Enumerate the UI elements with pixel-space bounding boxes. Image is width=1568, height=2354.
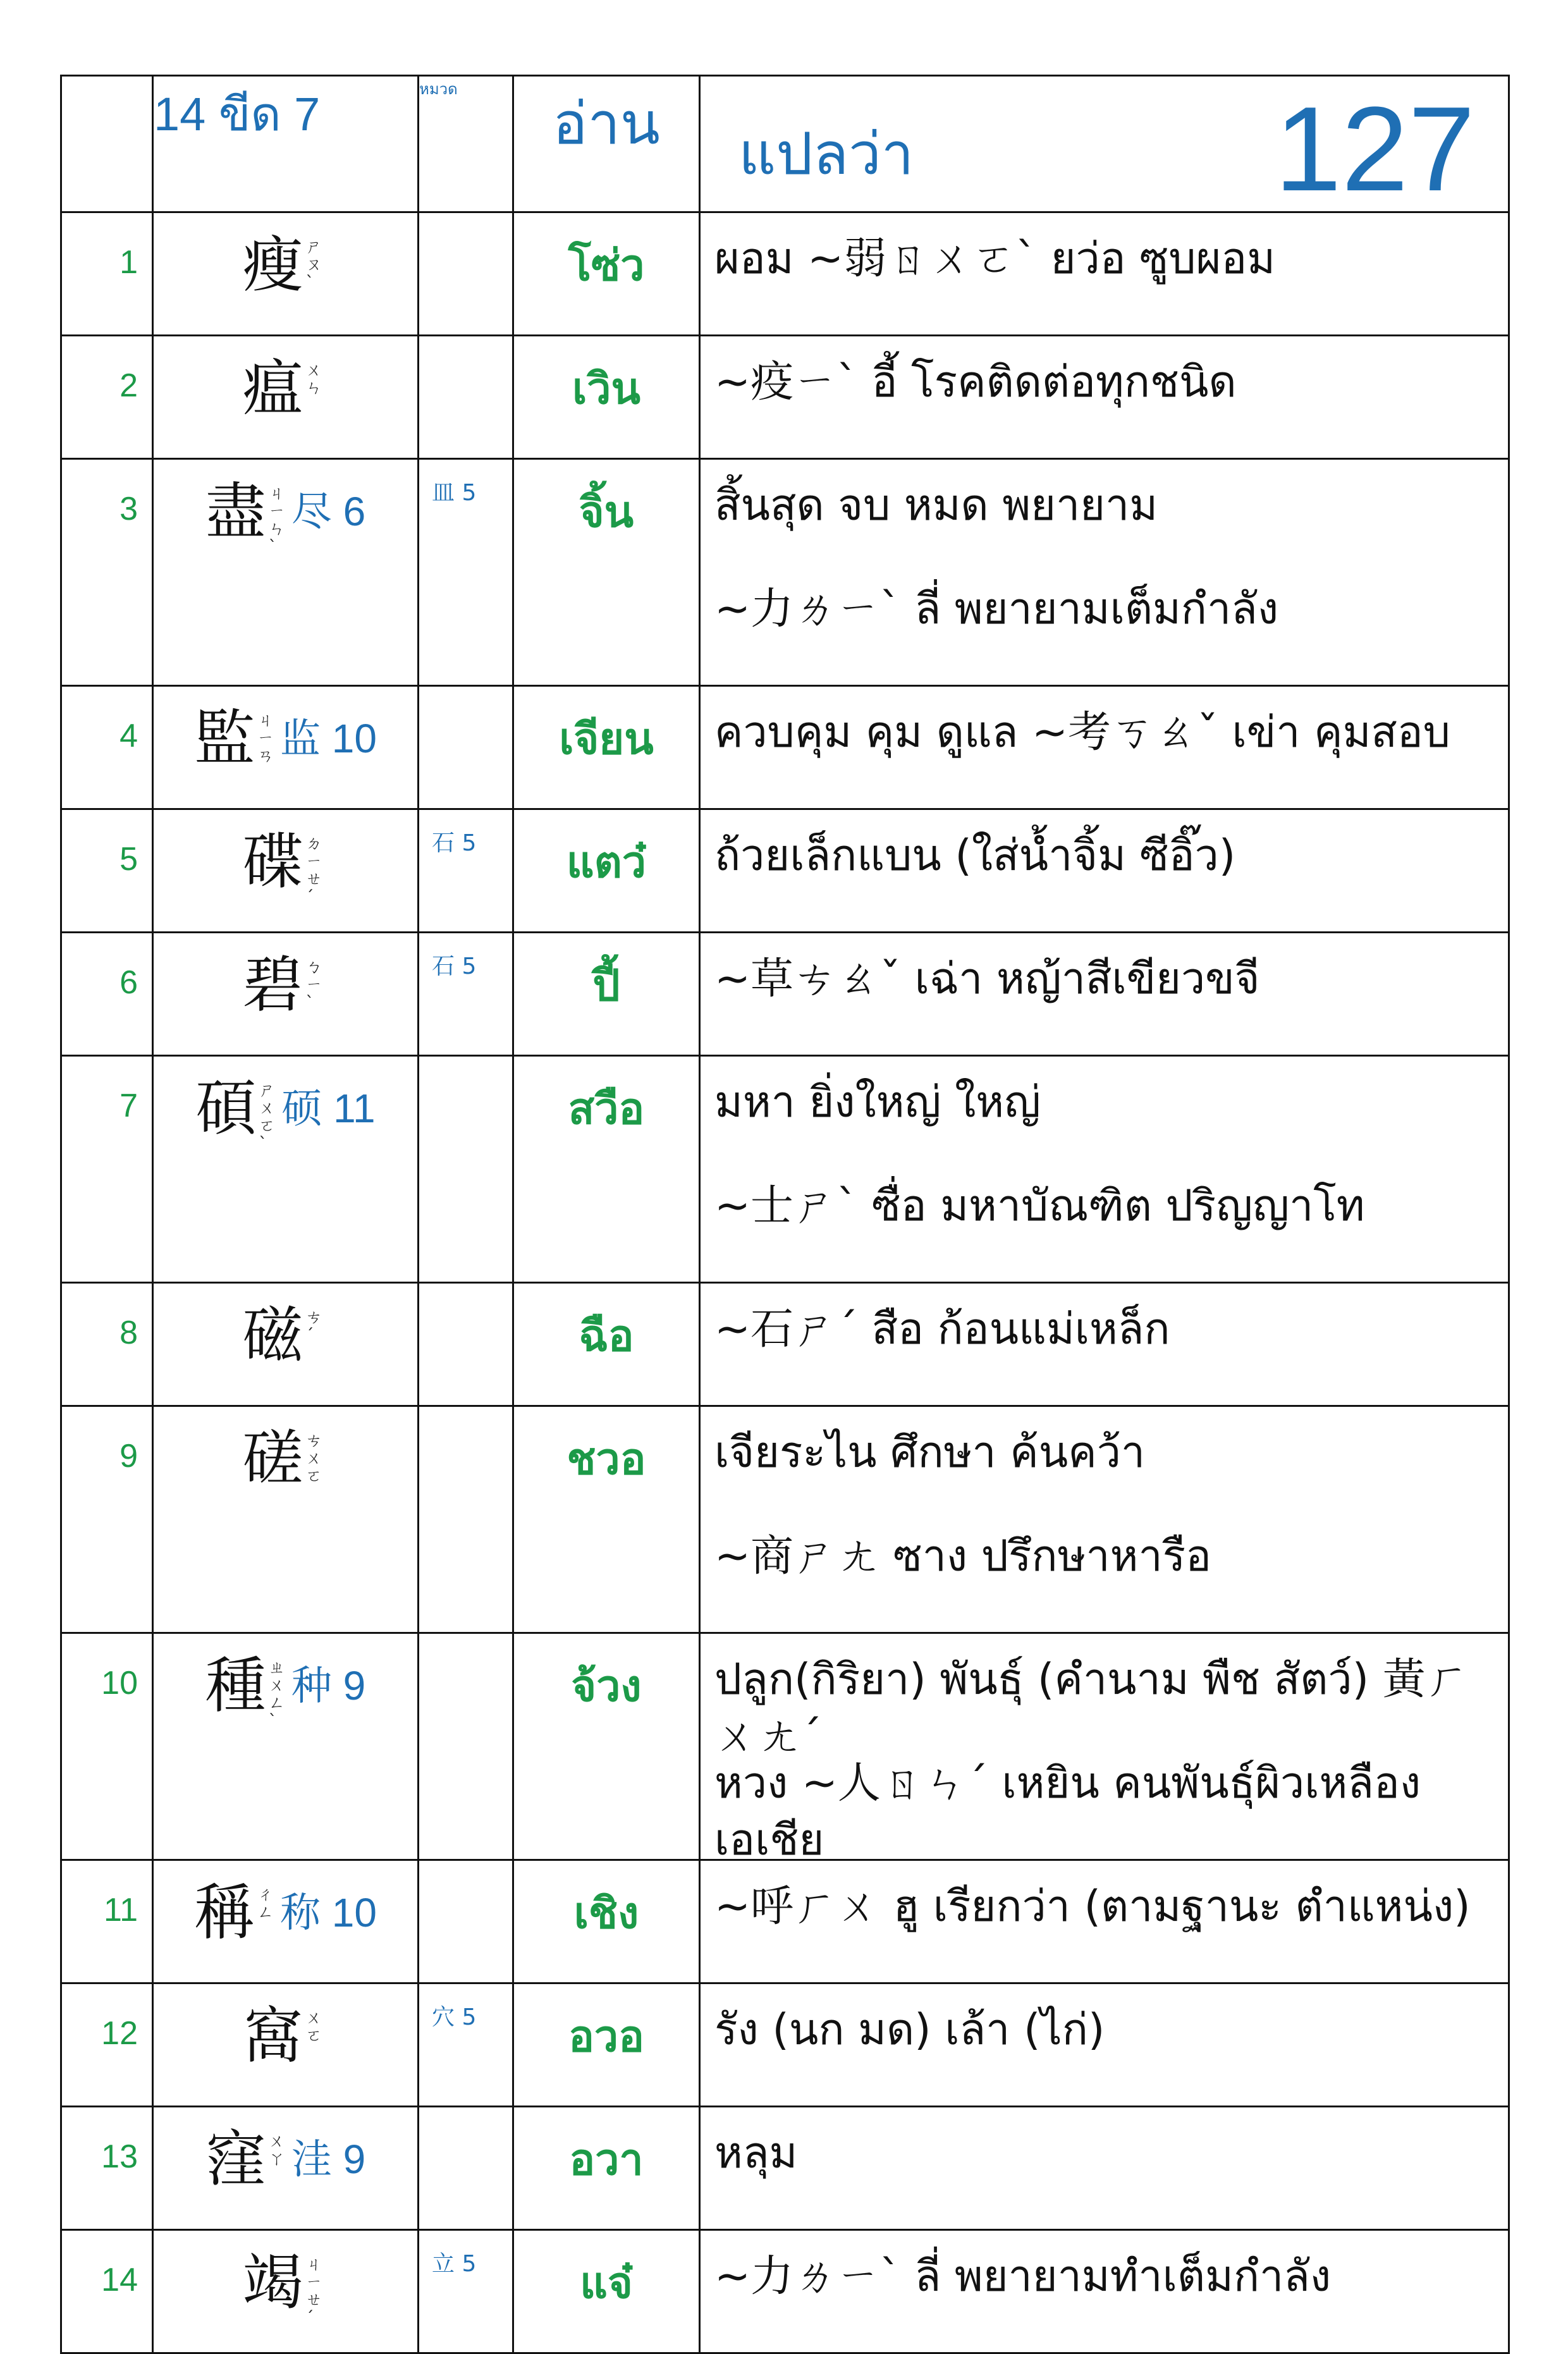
- character-cell: [153, 1283, 419, 1406]
- radical-category: [419, 1283, 513, 1406]
- meaning-line: หลุม: [714, 2128, 798, 2178]
- traditional-character: 盡: [205, 476, 266, 547]
- radical-category: [419, 1406, 513, 1633]
- traditional-character: 碧: [242, 950, 303, 1021]
- meaning-line: ~草ㄘㄠˇ เฉ่า หญ้าสีเขียวขจี: [714, 954, 1260, 1004]
- row-number: 13: [61, 2107, 153, 2230]
- radical-category: 石 5: [419, 933, 513, 1056]
- meaning-cell: [700, 336, 1509, 459]
- row-number: 6: [61, 933, 153, 1056]
- table-row: [61, 1406, 1509, 1633]
- meaning-cell: [700, 933, 1509, 1056]
- thai-reading: เชิง: [513, 1860, 700, 1983]
- simplified-character: 种 9: [291, 1663, 366, 1708]
- meaning-cell: [700, 1406, 1509, 1633]
- radical-category: [419, 212, 513, 336]
- table-row: [61, 212, 1509, 336]
- thai-reading: แจ๋: [513, 2230, 700, 2353]
- character-cell: [153, 1056, 419, 1283]
- radical-category: [419, 1056, 513, 1283]
- character-cell: [153, 1633, 419, 1860]
- meaning-line: ~士ㄕˋ ซื่อ มหาบัณฑิต ปริญญาโท: [714, 1181, 1365, 1231]
- table-row: [61, 1633, 1509, 1860]
- table-row: [61, 1860, 1509, 1983]
- category-label: หมวด: [419, 76, 513, 212]
- meaning-cell: [700, 459, 1509, 686]
- traditional-character: 稱: [194, 1877, 255, 1948]
- radical-category: 立 5: [419, 2230, 513, 2353]
- thai-reading: ฉือ: [513, 1283, 700, 1406]
- meaning-label: แปลว่า: [738, 120, 914, 188]
- header-row: [61, 76, 1509, 212]
- traditional-character: 竭: [242, 2247, 303, 2318]
- table-row: [61, 2230, 1509, 2353]
- meaning-cell: [700, 1860, 1509, 1983]
- row-number: 4: [61, 686, 153, 809]
- zhuyin: ㄔ ㄥ: [257, 1885, 274, 1922]
- meaning-line: สิ้นสุด จบ หมด พยายาม: [714, 481, 1158, 530]
- row-number: 10: [61, 1633, 153, 1860]
- meaning-line: ~商ㄕㄤ ซาง ปรึกษาหารือ: [714, 1531, 1211, 1581]
- zhuyin: ㄐ ㄧ ㄝ ˊ: [305, 2255, 322, 2327]
- table-row: [61, 933, 1509, 1056]
- radical-category: 皿 5: [419, 459, 513, 686]
- thai-reading: ชวอ: [513, 1406, 700, 1633]
- zhuyin: ㄨ ㄚ: [268, 2132, 285, 2169]
- simplified-character: 称 10: [280, 1890, 377, 1935]
- row-number: 2: [61, 336, 153, 459]
- table-row: [61, 809, 1509, 933]
- row-number: 3: [61, 459, 153, 686]
- character-cell: [153, 933, 419, 1056]
- meaning-line: ~石ㄕˊ สือ ก้อนแม่เหล็ก: [714, 1304, 1170, 1354]
- stroke-group-label: 14 ขีด 7: [153, 76, 419, 212]
- meaning-line: ถ้วยเล็กแบน (ใส่น้ำจิ้ม ซีอิ๊ว): [714, 831, 1236, 881]
- thai-reading: อวา: [513, 2107, 700, 2230]
- row-number: 8: [61, 1283, 153, 1406]
- meaning-cell: [700, 1633, 1509, 1865]
- meaning-line: ~呼ㄏㄨ ฮู เรียกว่า (ตามฐานะ ตำแหน่ง): [714, 1882, 1471, 1932]
- meaning-cell: [700, 1283, 1509, 1406]
- zhuyin: ㄨ ㄣ: [305, 361, 322, 398]
- table-row: [61, 459, 1509, 686]
- zhuyin: ㄕ ㄨ ㄛ ˋ: [259, 1081, 276, 1153]
- traditional-character: 磋: [242, 1423, 303, 1494]
- character-cell: [153, 459, 419, 686]
- zhuyin: ㄘ ˊ: [305, 1308, 322, 1345]
- traditional-character: 碩: [195, 1073, 257, 1144]
- character-cell: [153, 212, 419, 336]
- zhuyin: ㄕ ㄡ ˋ: [305, 238, 322, 292]
- vocabulary-table: [60, 75, 1510, 2354]
- zhuyin: ㄅ ㄧ ˋ: [305, 958, 322, 1012]
- thai-reading: อวอ: [513, 1983, 700, 2107]
- table-row: [61, 1056, 1509, 1283]
- simplified-character: 监 10: [280, 716, 377, 761]
- thai-reading: จ้วง: [513, 1633, 700, 1860]
- simplified-character: 尽 6: [291, 489, 366, 534]
- radical-category: [419, 686, 513, 809]
- table-row: [61, 336, 1509, 459]
- meaning-cell: [700, 809, 1509, 933]
- meaning-cell: [700, 1056, 1509, 1283]
- character-cell: [153, 809, 419, 933]
- row-number: 7: [61, 1056, 153, 1283]
- traditional-character: 磁: [242, 1300, 303, 1371]
- character-cell: [153, 1860, 419, 1983]
- meaning-cell: [700, 2107, 1509, 2230]
- meaning-line: ปลูก(กิริยา) พันธุ์ (คำนาม พืช สัตว์) 黃ㄏㄨㄤˊ: [714, 1655, 1469, 1762]
- radical-category: [419, 1633, 513, 1860]
- row-number: 11: [61, 1860, 153, 1983]
- character-cell: [153, 336, 419, 459]
- meaning-cell: [700, 2230, 1509, 2353]
- character-cell: [153, 2230, 419, 2353]
- table-row: [61, 686, 1509, 809]
- character-cell: [153, 1406, 419, 1633]
- meaning-line: ~疫ㄧˋ อี้ โรคติดต่อทุกชนิด: [714, 357, 1237, 407]
- zhuyin: ㄉ ㄧ ㄝ ˊ: [305, 835, 322, 907]
- row-number: 9: [61, 1406, 153, 1633]
- radical-category: 石 5: [419, 809, 513, 933]
- meaning-line: ควบคุม คุม ดูแล ~考ㄎㄠˇ เข่า คุมสอบ: [714, 708, 1450, 757]
- header-meaning-cell: [700, 76, 1509, 216]
- traditional-character: 瘦: [242, 230, 303, 300]
- row-number: 14: [61, 2230, 153, 2353]
- meaning-cell: [700, 686, 1509, 809]
- table-row: [61, 1283, 1509, 1406]
- zhuyin: ㄐ ㄧ ㄢ: [257, 711, 274, 766]
- character-cell: [153, 2107, 419, 2230]
- thai-reading: เวิน: [513, 336, 700, 459]
- zhuyin: ㄘ ㄨ ㄛ: [305, 1431, 322, 1486]
- thai-reading: แตว๋: [513, 809, 700, 933]
- simplified-character: 洼 9: [291, 2136, 366, 2182]
- reading-label: อ่าน: [513, 76, 700, 212]
- zhuyin: ㄐ ㄧ ㄣ ˋ: [268, 484, 285, 556]
- table-row: [61, 1983, 1509, 2107]
- meaning-line: หวง ~人ㄖㄣˊ เหยิน คนพันธุ์ผิวเหลือง เอเชีย: [714, 1758, 1421, 1865]
- thai-reading: จิ้น: [513, 459, 700, 686]
- traditional-character: 窪: [205, 2124, 266, 2195]
- zhuyin: ㄓ ㄨ ㄥ ˋ: [268, 1658, 285, 1731]
- character-cell: [153, 686, 419, 809]
- thai-reading: สวือ: [513, 1056, 700, 1283]
- traditional-character: 監: [194, 703, 255, 774]
- meaning-cell: [700, 1983, 1509, 2107]
- meaning-line: ~力ㄌㄧˋ ลี่ พยายามทำเต็มกำลัง: [714, 2252, 1332, 2302]
- traditional-character: 碟: [242, 826, 303, 897]
- traditional-character: 瘟: [242, 353, 303, 424]
- thai-reading: ปี้: [513, 933, 700, 1056]
- traditional-character: 窩: [242, 2001, 303, 2071]
- meaning-line: เจียระไน ศึกษา ค้นคว้า: [714, 1428, 1146, 1478]
- thai-reading: โซ่ว: [513, 212, 700, 336]
- meaning-line: ~力ㄌㄧˋ ลี่ พยายามเต็มกำลัง: [714, 584, 1279, 634]
- character-cell: [153, 1983, 419, 2107]
- simplified-character: 硕 11: [281, 1086, 376, 1131]
- row-number: 12: [61, 1983, 153, 2107]
- meaning-line: ผอม ~弱ㄖㄨㄛˋ ยว่อ ซูบผอม: [714, 234, 1276, 284]
- meaning-cell: [700, 212, 1509, 336]
- radical-category: [419, 2107, 513, 2230]
- radical-category: [419, 336, 513, 459]
- table-row: [61, 2107, 1509, 2230]
- radical-category: 穴 5: [419, 1983, 513, 2107]
- meaning-line: มหา ยิ่งใหญ่ ใหญ่: [714, 1077, 1041, 1127]
- thai-reading: เจียน: [513, 686, 700, 809]
- meaning-line: รัง (นก มด) เล้า (ไก่): [714, 2005, 1105, 2055]
- traditional-character: 種: [205, 1650, 266, 1721]
- row-number: 5: [61, 809, 153, 933]
- zhuyin: ㄨ ㄛ: [305, 2009, 322, 2045]
- header-number-cell: [61, 76, 153, 212]
- radical-category: [419, 1860, 513, 1983]
- row-number: 1: [61, 212, 153, 336]
- page-number: 127: [1274, 82, 1475, 216]
